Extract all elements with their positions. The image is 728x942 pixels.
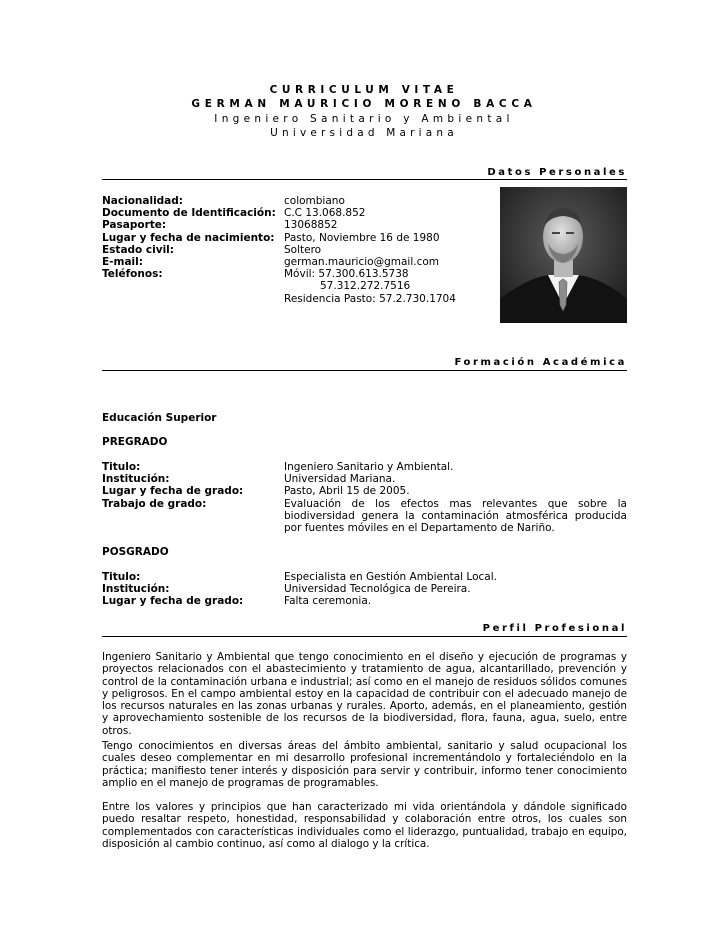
- posgrado-heading: POSGRADO: [102, 546, 169, 558]
- field-value: Ingeniero Sanitario y Ambiental.: [284, 461, 454, 473]
- profile-paragraph-1: Ingeniero Sanitario y Ambiental que tengo conocimiento en el diseño y ejecución de programas y proyectos relacionados con el abastecimiento y tratamiento de agua, alcantarillado, prevención y control de la contaminación urbana e industrial; así como en el manejo de residuos sólidos comunes y peligrosos. En el campo ambiental estoy en la capacidad de contribuir con el adecuado manejo de los recursos naturales en las zonas urbanas y rurales. Aporto, además, en el planeamiento, gestión y aprovechamiento sostenible de los recursos de la biodiversidad, flora, fauna, agua, suelo, entre otros.: [102, 651, 627, 737]
- section-divider: [102, 179, 627, 180]
- field-label: Documento de Identificación:: [102, 207, 276, 220]
- field-label: Lugar y fecha de grado:: [102, 595, 244, 608]
- field-value: Pasto, Noviembre 16 de 1980: [284, 231, 440, 244]
- profession: Ingeniero Sanitario y Ambiental: [214, 113, 514, 125]
- field-label: E-mail:: [102, 256, 143, 269]
- pregrado-row: [102, 473, 627, 485]
- posgrado-row: [102, 583, 627, 595]
- posgrado-row: [102, 571, 627, 583]
- section-title-personal: Datos Personales: [487, 167, 627, 178]
- field-value: Soltero: [284, 243, 322, 256]
- personal-row: [102, 232, 502, 244]
- section-title-profile: Perfil Profesional: [482, 623, 627, 634]
- field-label: Estado civil:: [102, 243, 174, 256]
- pregrado-row: [102, 461, 627, 473]
- personal-row: [102, 219, 502, 231]
- field-label: Nacionalidad:: [102, 195, 183, 207]
- personal-row: [102, 280, 502, 292]
- personal-data: [102, 195, 502, 305]
- field-label: Institución:: [102, 473, 170, 486]
- field-value: Móvil: 57.300.613.5738: [284, 268, 409, 281]
- posgrado-data: [102, 571, 627, 608]
- field-value: Especialista en Gestión Ambiental Local.: [284, 571, 497, 583]
- thesis-value: Evaluación de los efectos mas relevantes que sobre la biodiversidad genera la contaminación atmosférica producida por fuentes móviles en el Departamento de Nariño.: [284, 497, 627, 535]
- pregrado-row: [102, 498, 627, 535]
- personal-row: [102, 268, 502, 280]
- section-title-academic: Formación Académica: [454, 357, 627, 368]
- email-value: german.mauricio@gmail.com: [284, 256, 440, 269]
- pregrado-heading: PREGRADO: [102, 436, 168, 448]
- field-label: Teléfonos:: [102, 268, 163, 281]
- phone-home: Residencia Pasto: 57.2.730.1704: [284, 292, 456, 305]
- section-divider: [102, 636, 627, 637]
- profile-photo-illustration: [500, 187, 627, 323]
- field-label: Lugar y fecha de grado:: [102, 485, 244, 498]
- field-value: Falta ceremonia.: [284, 595, 372, 608]
- personal-row: [102, 293, 502, 305]
- profile-photo: [500, 187, 627, 323]
- field-label: Institución:: [102, 583, 170, 596]
- field-label: Lugar y fecha de nacimiento:: [102, 231, 275, 244]
- field-label: Titulo:: [102, 571, 141, 583]
- education-heading: Educación Superior: [102, 412, 217, 424]
- profile-paragraph-3: Entre los valores y principios que han caracterizado mi vida orientándola y dándole significado puedo resaltar respeto, honestidad, responsabilidad y colaboración entre otros, los cuales son complementados con características individuales como el liderazgo, puntualidad, trabajo en equipo, disposición al cambio continuo, así como al dialogo y la crítica.: [102, 801, 627, 850]
- cv-title: CURRICULUM VITAE: [269, 84, 459, 96]
- field-value: Universidad Tecnológica de Pereira.: [284, 583, 471, 596]
- field-value: Universidad Mariana.: [284, 473, 396, 486]
- field-value: colombiano: [284, 195, 345, 207]
- personal-row: [102, 195, 502, 207]
- pregrado-data: [102, 461, 627, 534]
- person-name: GERMAN MAURICIO MORENO BACCA: [191, 98, 537, 110]
- posgrado-row: [102, 595, 627, 607]
- field-value: C.C 13.068.852: [284, 207, 366, 220]
- personal-row: [102, 256, 502, 268]
- university: Universidad Mariana: [270, 127, 458, 139]
- personal-row: [102, 244, 502, 256]
- section-divider: [102, 370, 627, 371]
- personal-row: [102, 207, 502, 219]
- field-label: Titulo:: [102, 461, 141, 473]
- phone-mobile-2: 57.312.272.7516: [320, 280, 411, 293]
- field-label: Pasaporte:: [102, 219, 167, 232]
- pregrado-row: [102, 485, 627, 497]
- field-value: 13068852: [284, 219, 338, 232]
- field-label: Trabajo de grado:: [102, 497, 207, 510]
- field-value: Pasto, Abril 15 de 2005.: [284, 485, 410, 498]
- profile-paragraph-2: Tengo conocimientos en diversas áreas del ámbito ambiental, sanitario y salud ocupacional los cuales deseo complementar en mi desarrollo profesional incrementándolo y fortaleciéndolo en la práctica; manifiesto tener interés y disposición para servir y contribuir, informo tener conocimiento amplio en el manejo de programas de programables.: [102, 740, 627, 789]
